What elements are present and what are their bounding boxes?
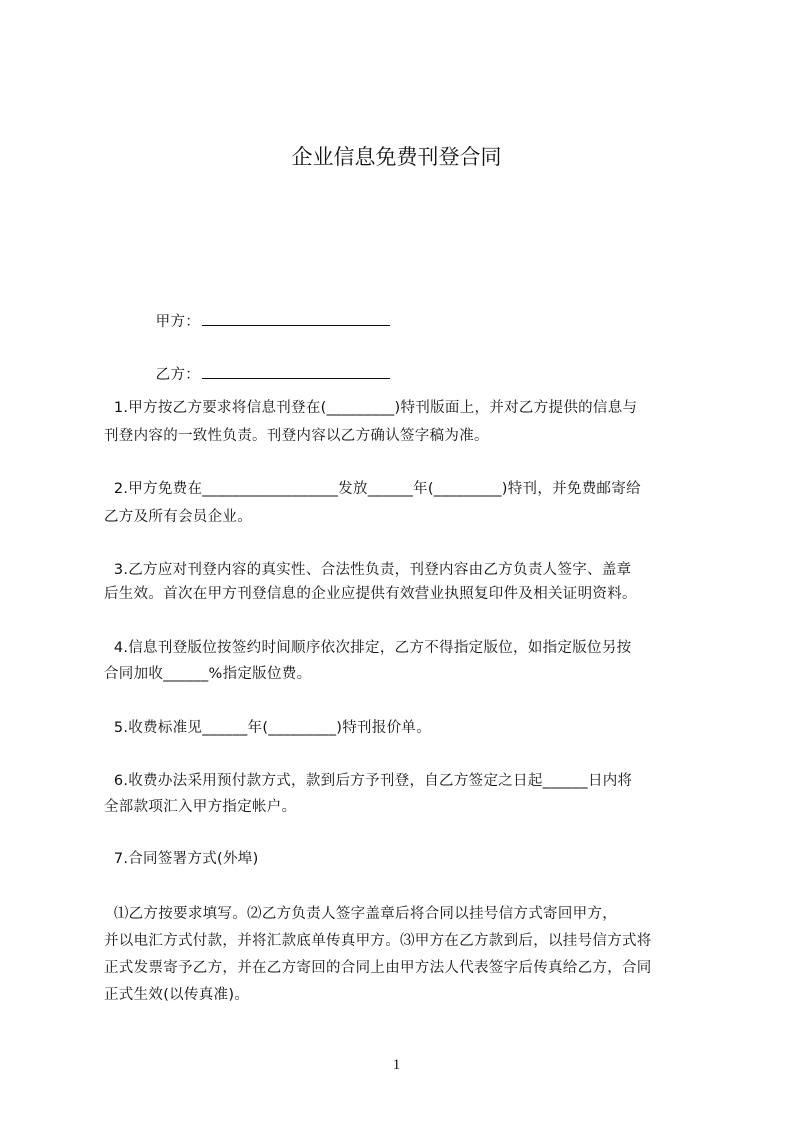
clause-2-line-1: 2.甲方免费在__________________发放______年(_________)特刊，并免费邮寄给 [104, 481, 641, 497]
clause-8-line-4: 正式生效(以传真准)。 [104, 987, 250, 1003]
clause-8-line-1: ⑴乙方按要求填写。⑵乙方负责人签字盖章后将合同以挂号信方式寄回甲方， [104, 906, 618, 922]
clause-6-line-2: 全部款项汇入甲方指定帐户。 [104, 799, 297, 815]
party-b-blank [202, 364, 390, 379]
clause-7-line-1: 7.合同签署方式(外埠) [104, 851, 259, 867]
clause-1-line-1: 1.甲方按乙方要求将信息刊登在(_________)特刊版面上，并对乙方提供的信息与 [104, 400, 638, 416]
clause-8-line-2: 并以电汇方式付款，并将汇款底单传真甲方。⑶甲方在乙方款到后，以挂号信方式将 [104, 933, 652, 949]
party-a-blank [202, 311, 390, 326]
party-a-line [136, 291, 736, 352]
party-b-label: 乙方： [155, 367, 201, 383]
clause-6-line-1: 6.收费办法采用预付款方式，款到后方予刊登，自乙方签定之日起______日内将 [104, 773, 633, 789]
clause-3-line-1: 3.乙方应对刊登内容的真实性、合法性负责，刊登内容由乙方负责人签字、盖章 [104, 562, 632, 578]
clause-1-line-2: 刊登内容的一致性负责。刊登内容以乙方确认签字稿为准。 [104, 428, 489, 444]
clause-3-line-2: 后生效。首次在甲方刊登信息的企业应提供有效营业执照复印件及相关证明资料。 [104, 586, 637, 602]
party-b-line [136, 344, 736, 405]
clause-4-line-1: 4.信息刊登版位按签约时间顺序依次排定，乙方不得指定版位，如指定版位另按 [104, 640, 632, 656]
party-a-label: 甲方： [155, 314, 201, 330]
page-number: 1 [392, 1057, 401, 1073]
clause-5-line-1: 5.收费标准见______年(_________)特刊报价单。 [104, 720, 432, 736]
document-title: 企业信息免费刊登合同 [291, 145, 502, 169]
clause-2-line-2: 乙方及所有会员企业。 [104, 509, 252, 525]
clause-8-line-3: 正式发票寄予乙方，并在乙方寄回的合同上由甲方法人代表签字后传真给乙方，合同 [104, 960, 652, 976]
clause-4-line-2: 合同加收______%指定版位费。 [104, 666, 312, 682]
